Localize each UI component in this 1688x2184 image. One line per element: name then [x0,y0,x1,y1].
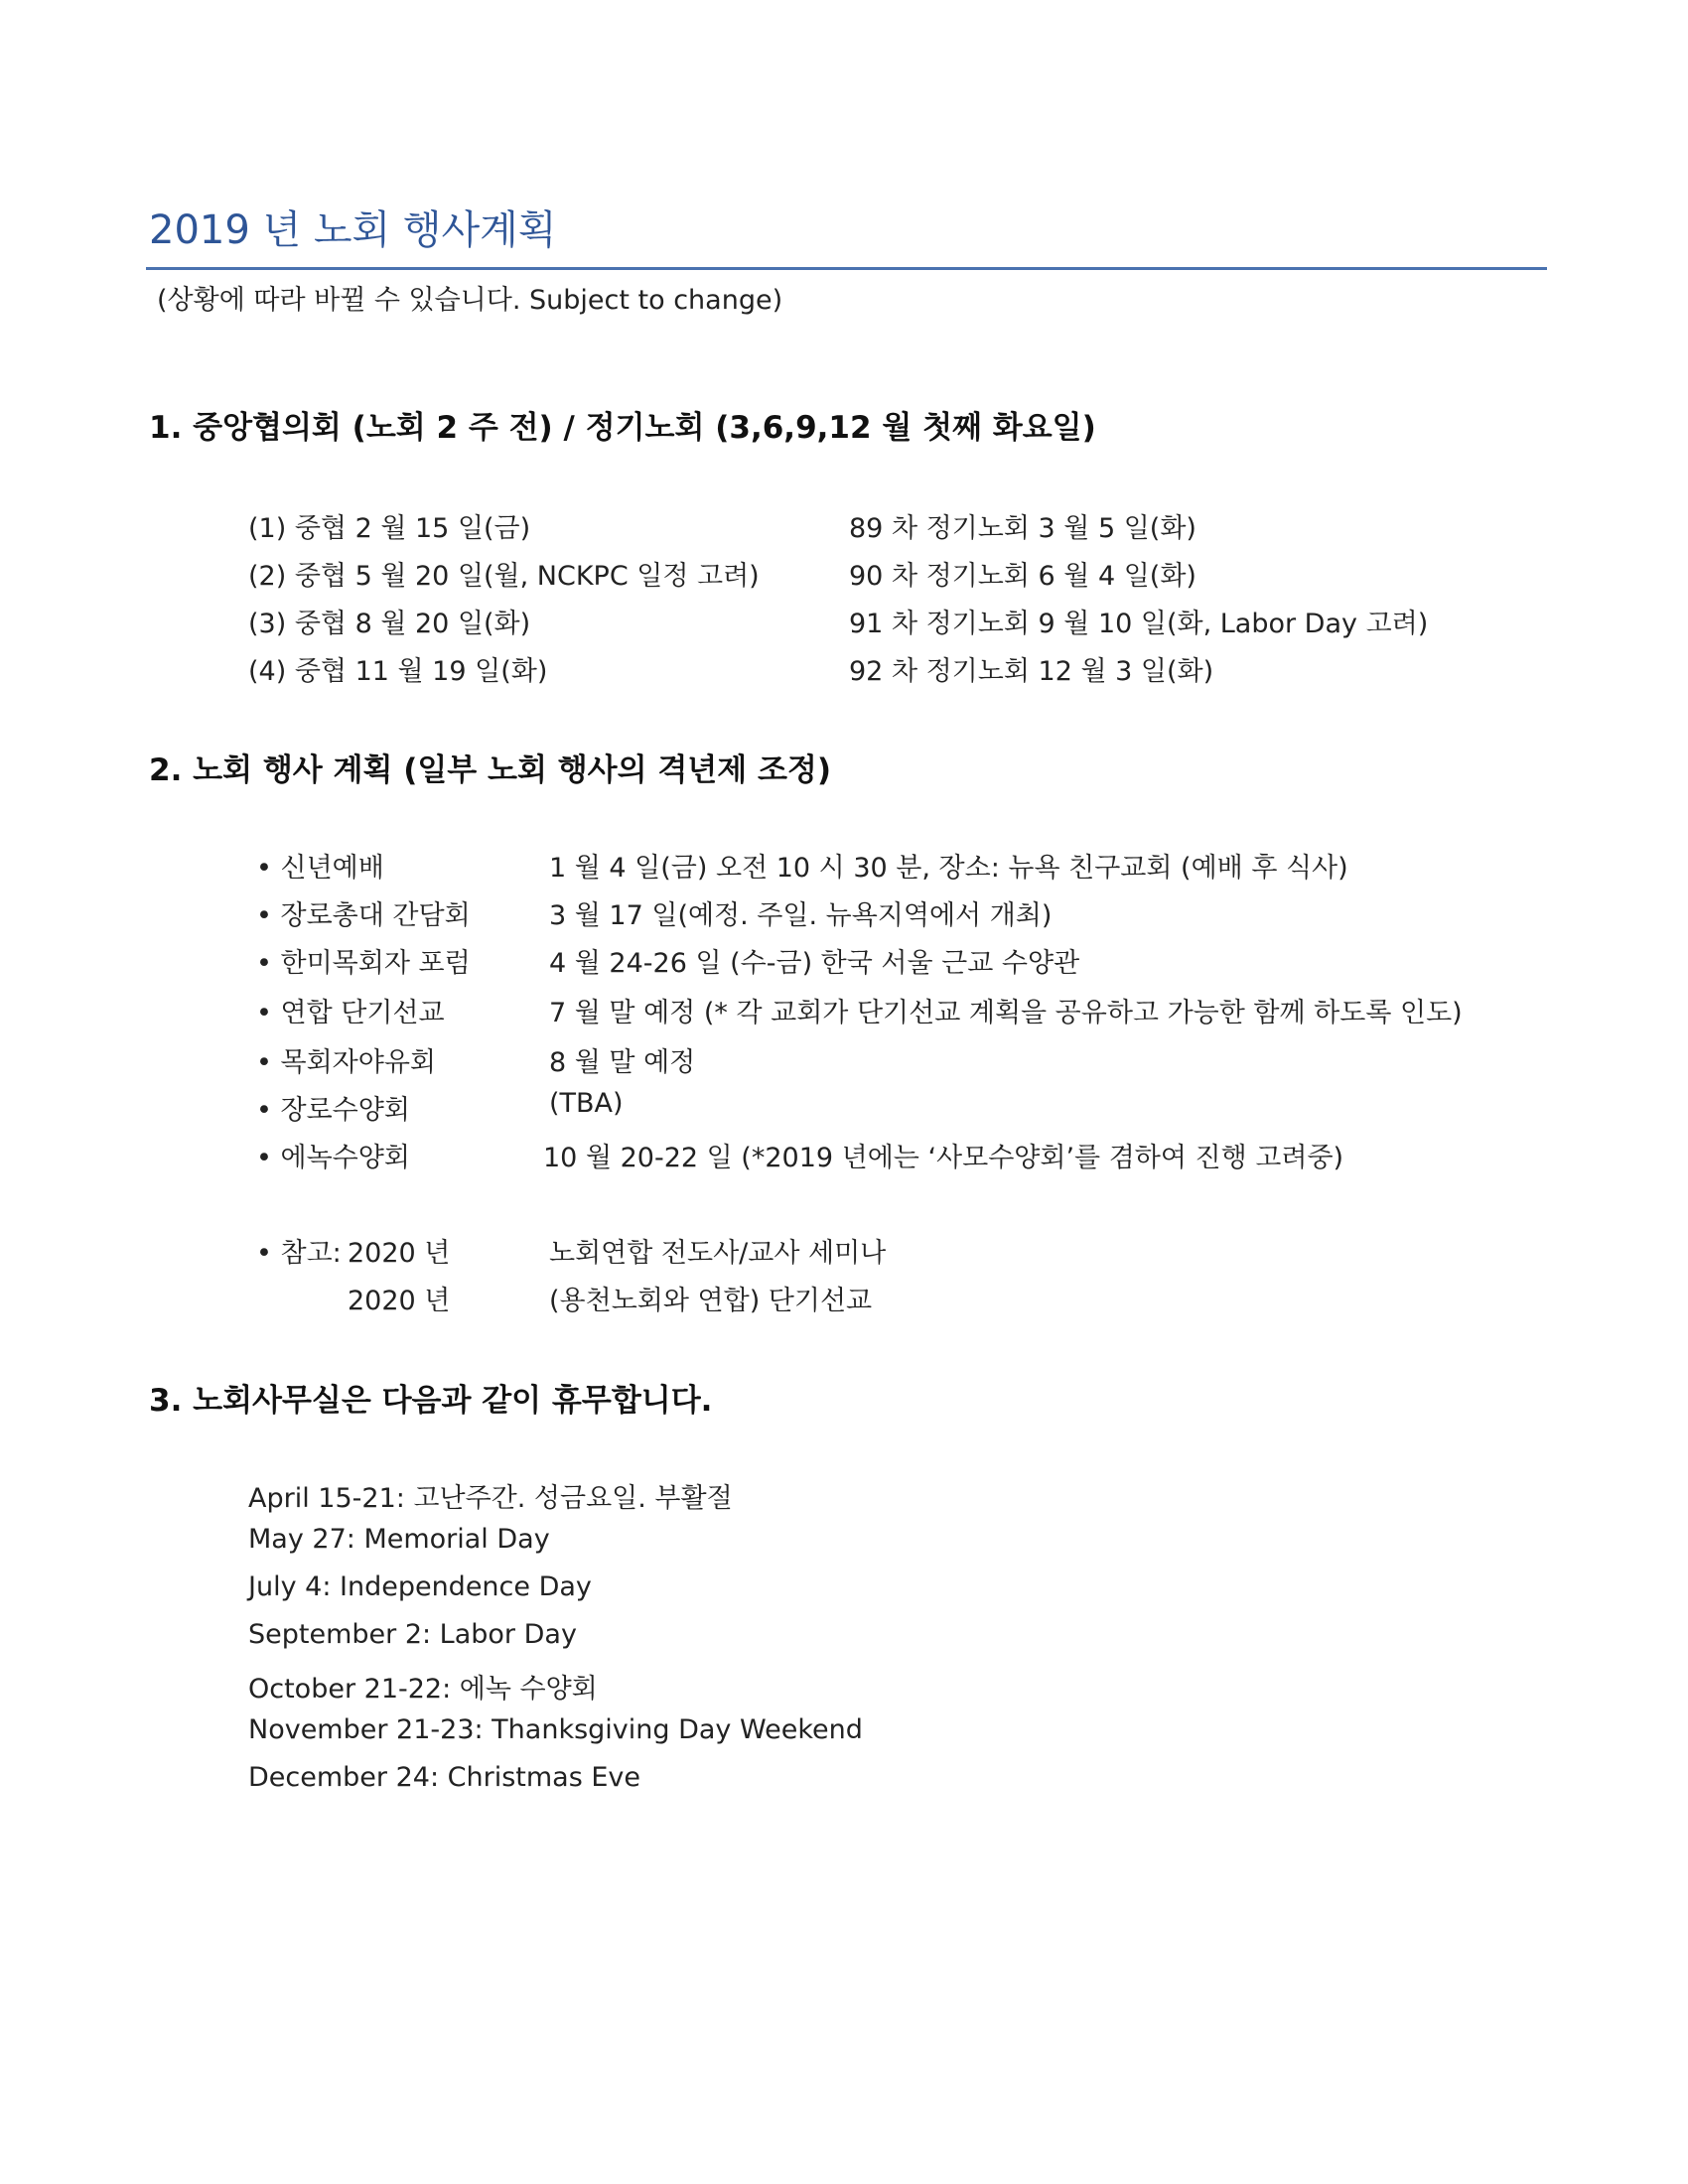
holiday-item: November 21-23: Thanksgiving Day Weekend [248,1714,863,1745]
holiday-item: October 21-22: 에녹 수양회 [248,1674,598,1705]
meeting-row-right: 90 차 정기노회 6 월 4 일(화) [849,561,1196,592]
event-detail: 4 월 24-26 일 (수-금) 한국 서울 근교 수양관 [549,948,1080,979]
meeting-row-right: 91 차 정기노회 9 월 10 일(화, Labor Day 고려) [849,609,1429,639]
holiday-item: September 2: Labor Day [248,1619,577,1650]
meeting-row-right: 89 차 정기노회 3 월 5 일(화) [849,513,1196,544]
event-detail: 8 월 말 예정 [549,1047,696,1078]
page-title: 2019 년 노회 행사계획 [149,207,557,253]
holiday-item: July 4: Independence Day [248,1571,592,1602]
note-label: • 참고: [256,1238,342,1269]
page-subtitle: (상황에 따라 바뀔 수 있습니다. Subject to change) [157,285,783,316]
section1-heading: 1. 중앙협의회 (노회 2 주 전) / 정기노회 (3,6,9,12 월 첫째 화요일) [149,410,1096,446]
meeting-row-left: (4) 중협 11 월 19 일(화) [248,656,548,687]
note-year: 2020 년 [348,1286,451,1316]
event-detail: (TBA) [549,1088,624,1119]
meeting-row-left: (2) 중협 5 월 20 일(월, NCKPC 일정 고려) [248,561,760,592]
event-name: • 에녹수양회 [256,1143,410,1173]
meeting-row-left: (1) 중협 2 월 15 일(금) [248,513,531,544]
note-detail: 노회연합 전도사/교사 세미나 [549,1238,887,1269]
meeting-row-left: (3) 중협 8 월 20 일(화) [248,609,531,639]
event-name: • 신년예배 [256,853,384,884]
holiday-item: April 15-21: 고난주간. 성금요일. 부활절 [248,1483,733,1514]
title-divider [146,267,1547,270]
event-name: • 연합 단기선교 [256,998,445,1028]
section2-heading: 2. 노회 행사 계획 (일부 노회 행사의 격년제 조정) [149,752,832,788]
meeting-row-right: 92 차 정기노회 12 월 3 일(화) [849,656,1214,687]
holiday-item: May 27: Memorial Day [248,1524,550,1555]
note-year: 2020 년 [348,1238,451,1269]
event-name: • 목회자야유회 [256,1047,437,1078]
event-detail: 1 월 4 일(금) 오전 10 시 30 분, 장소: 뉴욕 친구교회 (예배 후 식사) [549,853,1348,884]
event-name: • 한미목회자 포럼 [256,948,471,979]
event-name: • 장로수양회 [256,1095,410,1126]
event-name: • 장로총대 간담회 [256,900,471,931]
section3-heading: 3. 노회사무실은 다음과 같이 휴무합니다. [149,1383,713,1419]
event-detail: 3 월 17 일(예정. 주일. 뉴욕지역에서 개최) [549,900,1053,931]
event-detail: 10 월 20-22 일 (*2019 년에는 ‘사모수양회’를 겸하여 진행 고려중) [543,1143,1344,1173]
event-detail: 7 월 말 예정 (* 각 교회가 단기선교 계획을 공유하고 가능한 함께 하도록 인도) [549,998,1463,1028]
note-detail: (용천노회와 연합) 단기선교 [549,1286,873,1316]
holiday-item: December 24: Christmas Eve [248,1762,640,1793]
